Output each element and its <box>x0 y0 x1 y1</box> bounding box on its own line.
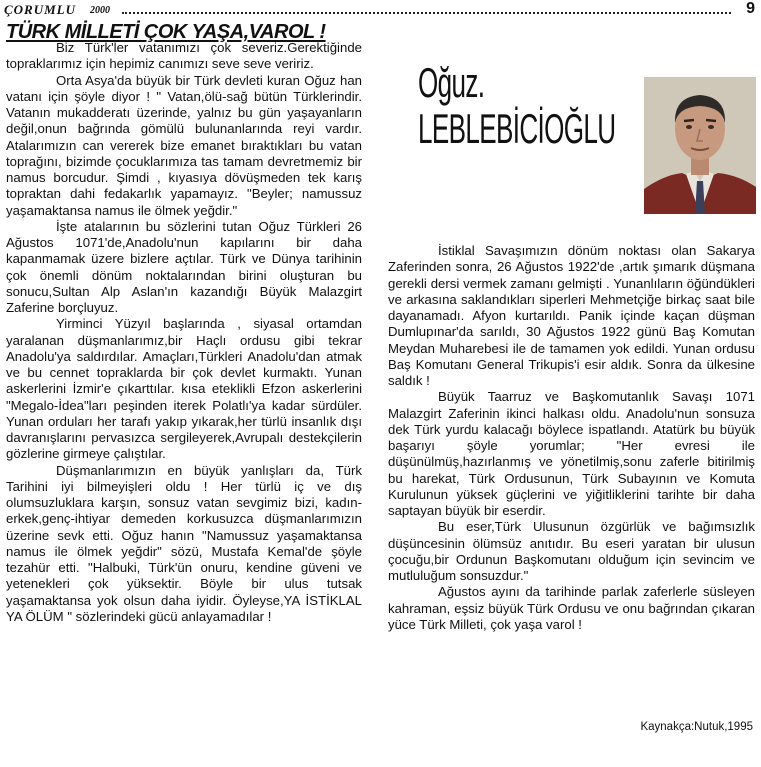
newspaper-name: ÇORUMLU <box>4 2 77 17</box>
paragraph: İstiklal Savaşımızın dönüm noktası olan Sakarya Zaferinden sonra, 26 Ağustos 1922'de ,artık şımarık düşmana gerekli dersi vermek zamanı gelmişti . Yunanlıların öğündükleri ve arkasına saklandıkları siperleri Mehmetçiğe birkaç saat bile dayanamadı. Afyon kurtarıldı. Panik içinde kaçan düşman Dumlupınar'da sarıldı, 30 Ağustos 1922 günü Baş Komutan Meydan Muharebesi ile de tamamen yok edildi. Yunan ordusu Baş Komutanı General Trikupis'i esir aldık. Sonra da ülkesine saldık ! <box>388 243 755 388</box>
author-first-name: Oğuz. <box>418 59 485 106</box>
newspaper-year: 2000 <box>90 5 110 16</box>
article-column-right <box>388 243 755 633</box>
paragraph: Yirminci Yüzyıl başlarında , siyasal ortamdan yaralanan düşmanlarımız,bir Haçlı ordusu gibi tekrar Anadolu'ya saldırdılar. Amaçları,Türkleri Anadolu'dan atmak ve bu cennet topraklarda bir çok devlet kurmaktı. Yunan askerlerini İzmir'e çıkarttılar. kısa eteklikli Efzon askerlerini "Megalo-İdea"ları peşinden iterek Polatlı'ya kadar sürdüler. Yunan orduları her tarafı yakıp yıkarak,her türlü insanlık dışı davranışlarını pervasızca sergileyerek,Avrupalı destekçilerin gözlerine girmeye çalıştılar. <box>6 316 362 462</box>
paragraph: İşte atalarının bu sözlerini tutan Oğuz Türkleri 26 Ağustos 1071'de,Anadolu'nun kapılarını bir daha kapanmamak üzere bizlere açtılar. Türk ve Dünya tarihinin çok önemli dönüm noktalarından birini oluşturan bu sonucu,Sultan Alp Aslan'ın kazandığı Büyük Malazgirt Zaferine borçluyuz. <box>6 218 362 315</box>
page-number: 9 <box>746 0 755 17</box>
paragraph: Ağustos ayını da tarihinde parlak zaferlerle süsleyen kahraman, eşsiz büyük Türk Ordusu ve onu bağrından çıkaran yüce Türk Milleti, çok yaşa varol ! <box>388 584 755 632</box>
paragraph: Orta Asya'da büyük bir Türk devleti kuran Oğuz han vatanı için şöyle diyor ! " Vatan,ölü-sağ bütün Türklerindir. Vatanın mukadderatı üzerinde, yalnız bu gün yaşayanların değil,onun bağrında gömülü bulunanlarında reyi vardır. Atalarımızın can vererek bize emanet bıraktıkları bu vatan toprağını, bizimde çocuklarımıza tas tamam devretmemiz bir namus borcudur. Şimdi , kıyasıya dövüşmeden tek karış topraktan dahi fedakarlık yapamayız. "Beyler; namussuz yaşamaktansa namus ile ölmek yeğdir." <box>6 72 362 218</box>
article-headline: TÜRK MİLLETİ ÇOK YAŞA,VAROL ! <box>6 21 326 43</box>
masthead <box>4 2 757 18</box>
paragraph: Biz Türk'ler vatanımızı çok severiz.Gerektiğinde topraklarımız için hepimiz canımızı seve seve veririz. <box>6 40 362 72</box>
paragraph: Bu eser,Türk Ulusunun özgürlük ve bağımsızlık düşüncesinin ölümsüz anıtıdır. Bu eseri yaratan bir ulusun çocuğu,bir Ordunun Başkomutanı olduğum için sevincim ve mutluluğum sonsuzdur." <box>388 519 755 583</box>
portrait-illustration <box>644 77 756 214</box>
author-last-name: LEBLEBİCİOĞLU <box>418 105 616 152</box>
paragraph: Düşmanlarımızın en büyük yanlışları da, Türk Tarihini iyi bilmeyişleri oldu ! Her türlü iç ve dış olumsuzluklara karşın, sonsuz vatan sevgimiz bizi, kadın-erkek,genç-ihtiyar demeden korkusuzca düşmanlarımızın üzerine sevk etti. Oğuz hanın "Namussuz yaşamaktansa namus ile ölmek yeğdir" sözü, Mustafa Kemal'de şöyle tezahür etti. "Halbuki, Türk'ün onuru, kendine güveni ve yetenekleri çok yüksektir. Böyle bir ulus tutsak yaşamaktansa yok olsun daha iyidir. Öyleyse,YA İSTİKLAL YA ÖLÜM " sözlerindeki gücü anlayamadılar ! <box>6 462 362 624</box>
author-name <box>418 60 638 152</box>
paragraph: Büyük Taarruz ve Başkomutanlık Savaşı 1071 Malazgirt Zaferinin ikinci halkası oldu. Anadolu'nun sonsuza dek Türk yurdu kalacağı böylece ispatlandı. Atatürk bu büyük başarıyı şöyle yorumlar; "Her evresi ile düşünülmüş,hazırlanmış ve yönetilmiş,sonu zaferle bitirilmiş bu harekat, Türk Ordusunun, Türk Subayının ve Komuta Kurulunun yüksek güçlerini ve yiğitliklerini tarihte bir daha saptayan büyük bir eserdir. <box>388 389 755 518</box>
source-citation: Kaynakça:Nutuk,1995 <box>640 721 753 733</box>
author-photo <box>644 77 756 214</box>
masthead-dotted-rule <box>122 12 731 14</box>
article-column-left <box>6 40 362 625</box>
